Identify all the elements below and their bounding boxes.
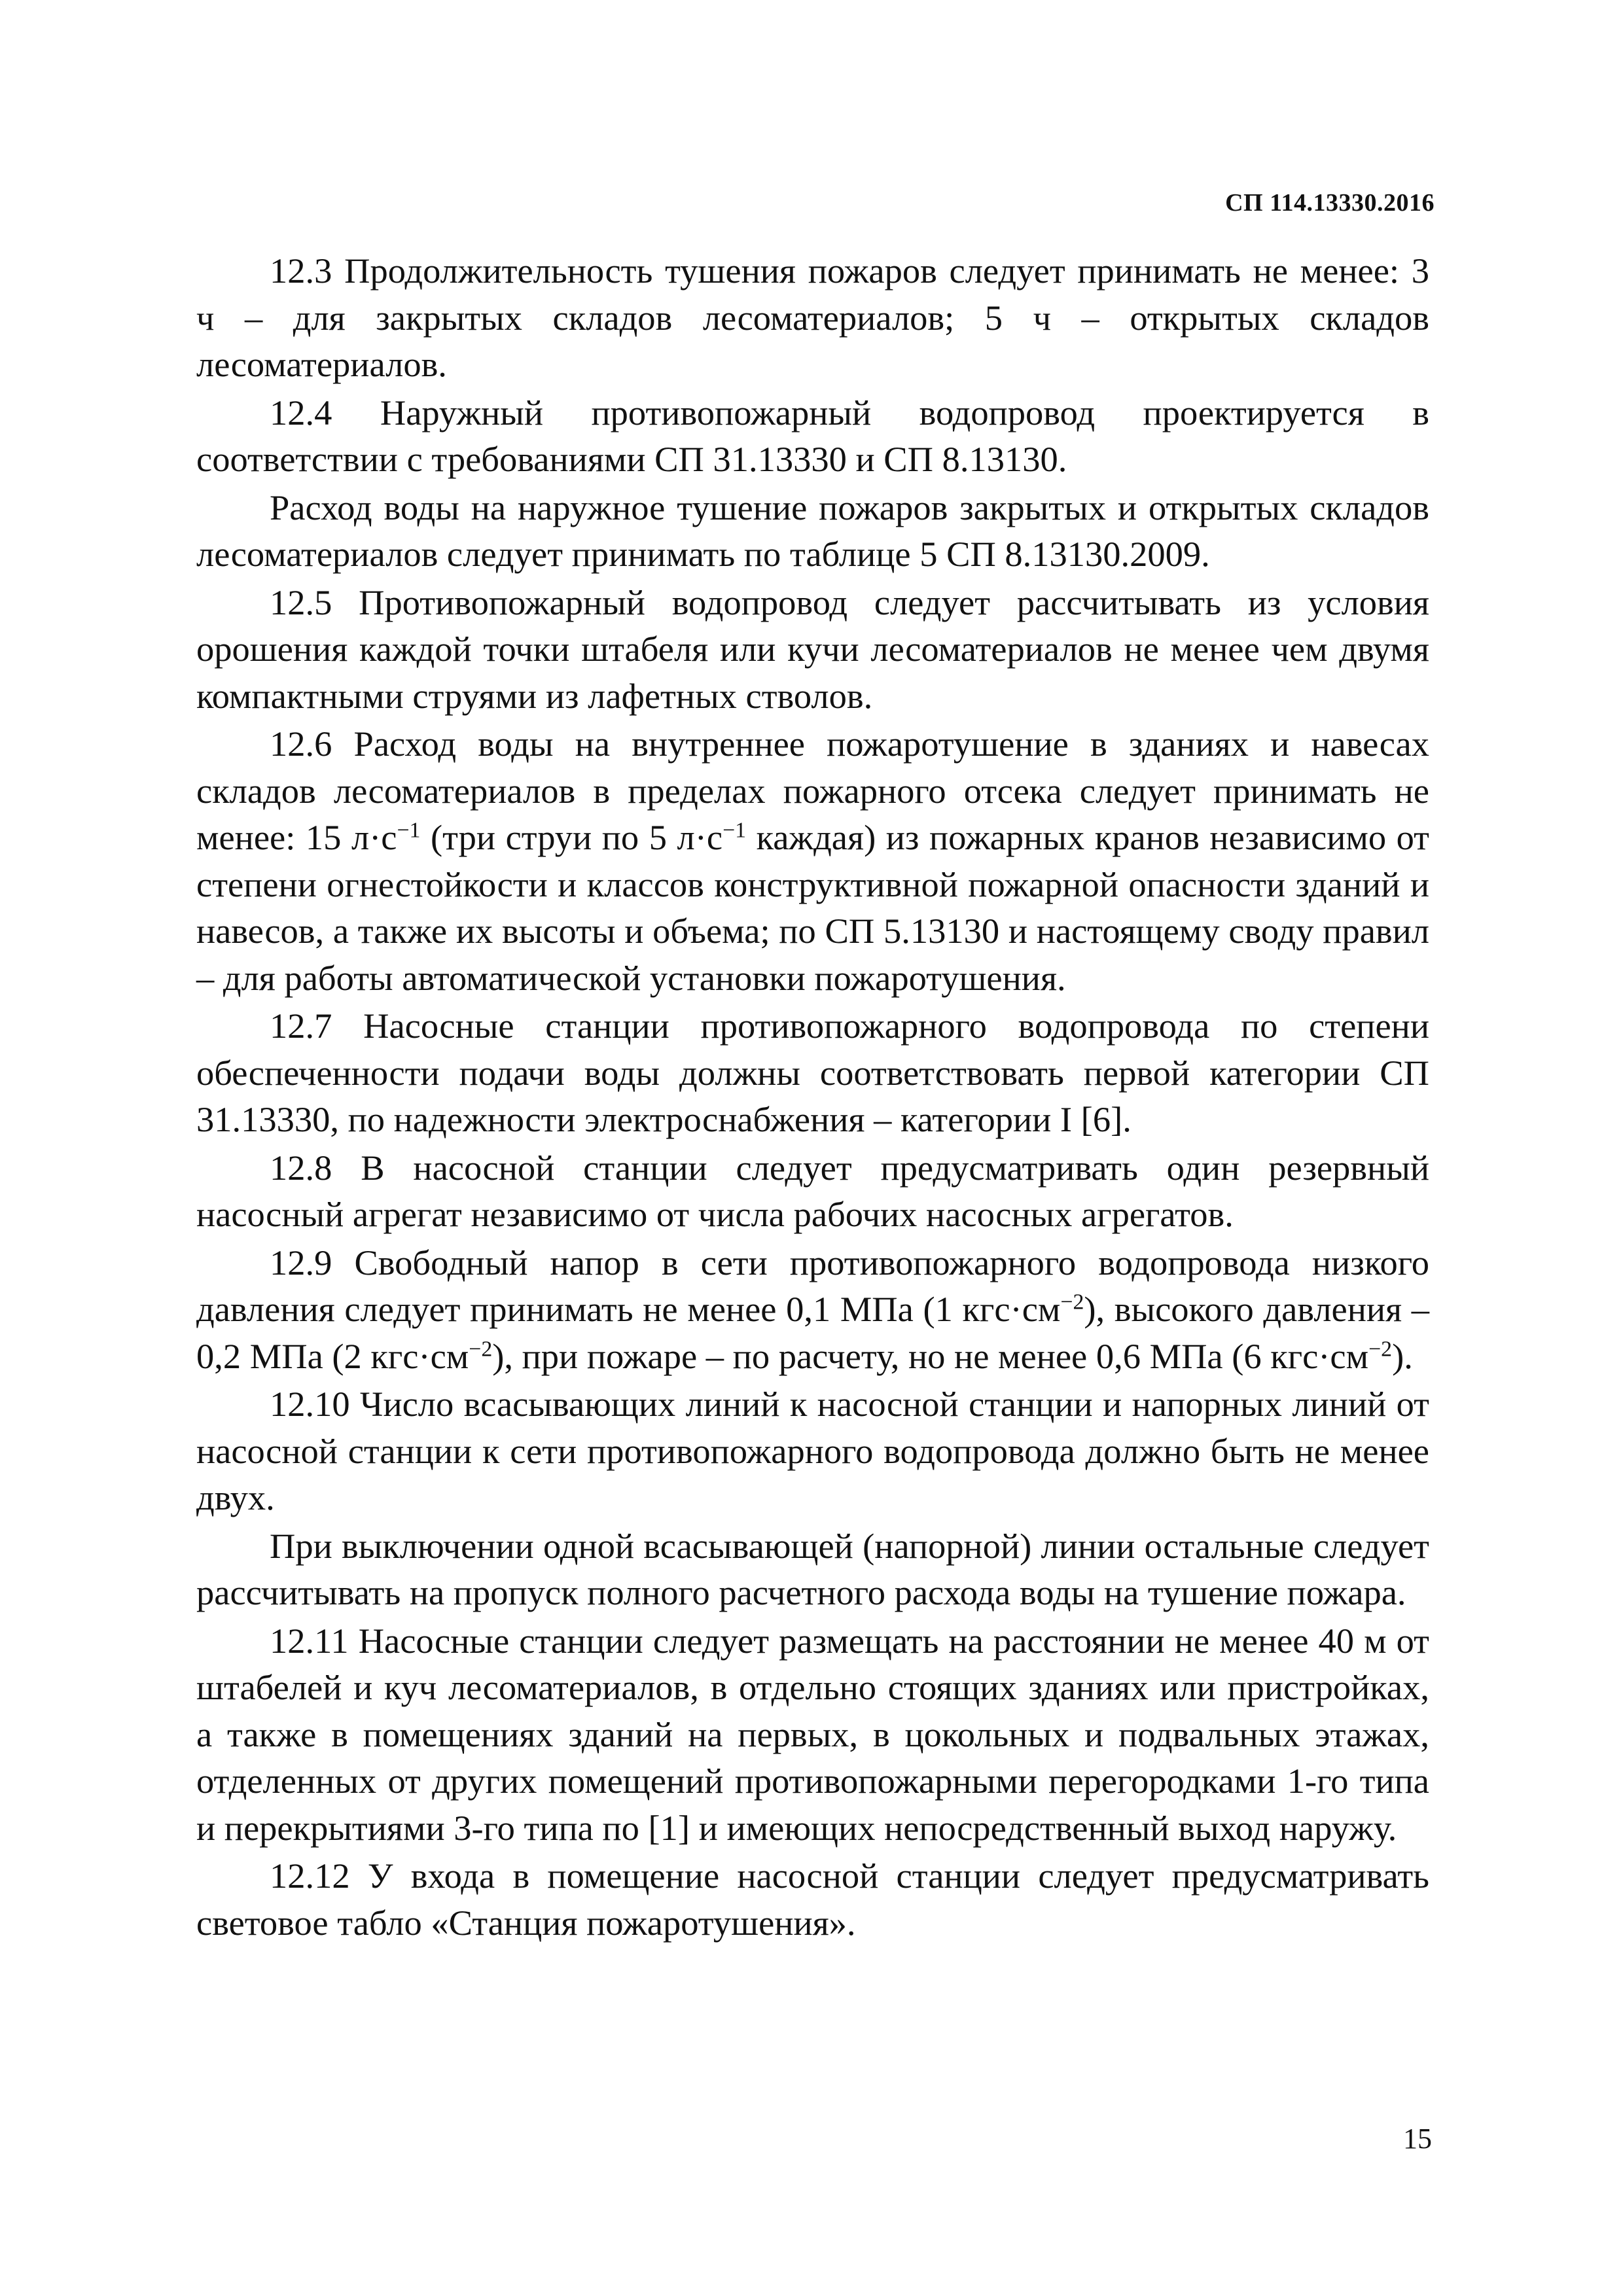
paragraph-12-3: 12.3 Продолжительность тушения пожаров следует принимать не менее: 3 ч – для закрытых складов лесоматериалов; 5 ч – открытых складов лесоматериалов. (196, 251, 1429, 384)
paragraph-water-flow-outdoor: Расход воды на наружное тушение пожаров закрытых и открытых складов лесоматериалов следует принимать по таблице 5 СП 8.13130.2009. (196, 487, 1429, 574)
paragraph-12-11: 12.11 Насосные станции следует размещать на расстоянии не менее 40 м от штабелей и куч лесоматериалов, в отдельно стоящих зданиях или пристройках, а также в помещениях зданий на первых, в цокольных и подвальных этажах, отделенных от других помещений противопожарными перегородками 1-го типа и перекрытиями 3-го типа по [1] и имеющих непосредственный выход наружу. (196, 1620, 1429, 1848)
paragraph-line-shutdown: При выключении одной всасывающей (напорной) линии остальные следует рассчитывать на пропуск полного расчетного расхода воды на тушение пожара. (196, 1525, 1429, 1612)
paragraph-12-5: 12.5 Противопожарный водопровод следует рассчитывать из условия орошения каждой точки штабеля или кучи лесоматериалов не менее чем двумя компактными струями из лафетных стволов. (196, 582, 1429, 716)
paragraph-12-8: 12.8 В насосной станции следует предусматривать один резервный насосный агрегат независимо от числа рабочих насосных агрегатов. (196, 1147, 1429, 1234)
document-header-code: СП 114.13330.2016 (1225, 189, 1435, 217)
paragraph-12-7: 12.7 Насосные станции противопожарного водопровода по степени обеспеченности подачи воды должны соответствовать первой категории СП 31.13330, по надежности электроснабжения – категории I [6]. (196, 1006, 1429, 1139)
page-number: 15 (1403, 2123, 1432, 2155)
document-body (196, 247, 1429, 1947)
paragraph-12-10: 12.10 Число всасывающих линий к насосной станции и напорных линий от насосной станции к сети противопожарного водопровода должно быть не менее двух. (196, 1384, 1429, 1517)
paragraph-12-4: 12.4 Наружный противопожарный водопровод проектируется в соответствии с требованиями СП 31.13330 и СП 8.13130. (196, 392, 1429, 479)
paragraph-12-6: 12.6 Расход воды на внутреннее пожаротушение в зданиях и навесах складов лесоматериалов в пределах пожарного отсека следует принимать не менее: 15 $л\cdot с^{-1}$ (три струи по 5 $л\cdot с^{-1}$ каждая) из пожарных кранов независимо от степени огнестойкости и классов конструктивной пожарной опасности зданий и навесов, а также их высоты и объема; по СП 5.13130 и настоящему своду правил – для работы автоматической установки пожаротушения. (196, 724, 1429, 998)
paragraph-12-12: 12.12 У входа в помещение насосной станции следует предусматривать световое табло «Станция пожаротушения». (196, 1856, 1429, 1943)
paragraph-12-9: 12.9 Свободный напор в сети противопожарного водопровода низкого давления следует принимать не менее 0,1 МПа (1 $кгс\cdot см^{-2}$), высокого давления – 0,2 МПа (2 $кгс\cdot см^{-2}$), при пожаре – по расчету, но не менее 0,6 МПа (6 $кгс\cdot см^{-2}$). (196, 1242, 1429, 1376)
